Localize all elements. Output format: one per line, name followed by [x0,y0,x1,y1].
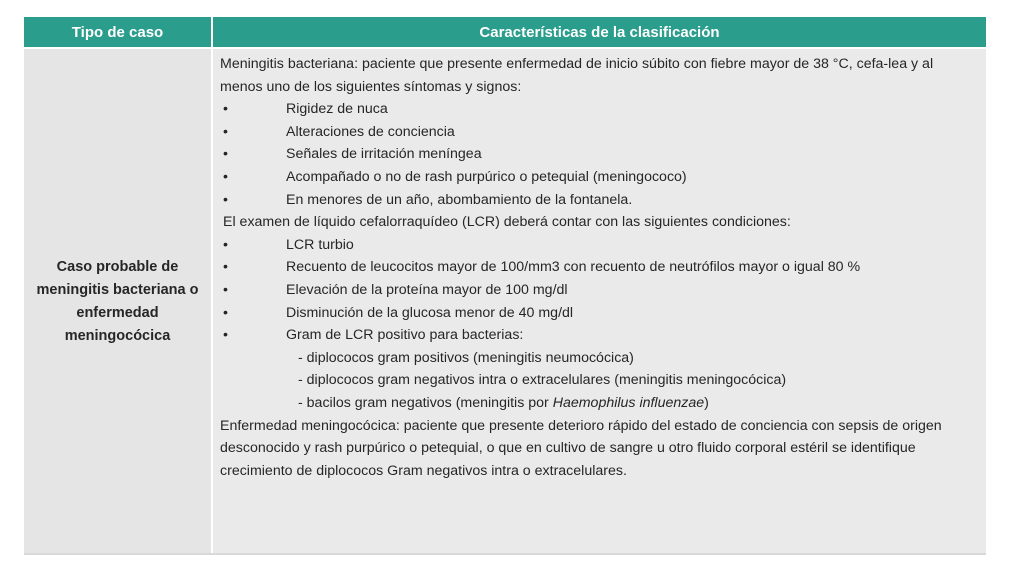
bullet-icon: • [223,327,228,344]
case-type-text: Caso probable de meningitis bacteriana o enfermedad meningocócica [36,258,199,344]
header-characteristics: Características de la clasificación [213,17,986,47]
bullet-icon: • [223,101,228,118]
lcr-conditions-list [220,234,978,347]
list-item: • Gram de LCR positivo para bacterias: [220,324,978,347]
list-item: • Elevación de la proteína mayor de 100 mg/dl [220,279,978,302]
list-item: • Rigidez de nuca [220,98,978,121]
meningitis-intro: Meningitis bacteriana: paciente que presente enfermedad de inicio súbito con fiebre mayor de 38 °C, cefa-lea y al menos uno de los siguientes síntomas y signos: [220,56,934,95]
classification-table [24,17,986,554]
symptom-list [220,98,978,211]
bullet-icon: • [223,236,228,253]
lcr-intro: El examen de líquido cefalorraquídeo (LCR) deberá contar con las siguientes condiciones: [223,214,791,231]
gram-sub-item: - bacilos gram negativos (meningitis por Haemophilus influenzae) [298,394,709,411]
bullet-icon: • [223,281,228,298]
table-bottom-border [24,553,986,555]
bullet-icon: • [223,123,228,140]
table-header [24,17,986,47]
table-row [24,49,986,554]
list-item: • Disminución de la glucosa menor de 40 mg/dl [220,302,978,325]
meningococcal-disease-text: Enfermedad meningocócica: paciente que presente deterioro rápido del estado de conciencia con sepsis de origen desconocido y rash purpúrico o petequial, o que en cultivo de sangre u otro fluido corporal estéril se identifique crecimiento de diplococos Gram negativos intra o extracelulares. [220,417,942,479]
list-item: • Alteraciones de conciencia [220,121,978,144]
list-item: • Acompañado o no de rash purpúrico o petequial (meningococo) [220,166,978,189]
organism-name: Haemophilus influenzae [552,394,705,411]
bullet-icon: • [223,191,228,208]
list-item: • En menores de un año, abombamiento de la fontanela. [220,189,978,212]
gram-sub-item: - diplococos gram negativos intra o extracelulares (meningitis meningocócica) [298,372,787,389]
list-item: • Recuento de leucocitos mayor de 100/mm3 con recuento de neutrófilos mayor o igual 80 % [220,256,978,279]
bullet-icon: • [223,168,228,185]
characteristics-cell [213,49,986,554]
header-case-type: Tipo de caso [24,17,211,47]
bullet-icon: • [223,146,228,163]
bullet-icon: • [223,304,228,321]
bullet-icon: • [223,259,228,276]
case-type-cell [24,49,211,554]
gram-sub-item: - diplococos gram positivos (meningitis neumocócica) [298,349,634,366]
list-item: • Señales de irritación meníngea [220,143,978,166]
list-item: • LCR turbio [220,234,978,257]
